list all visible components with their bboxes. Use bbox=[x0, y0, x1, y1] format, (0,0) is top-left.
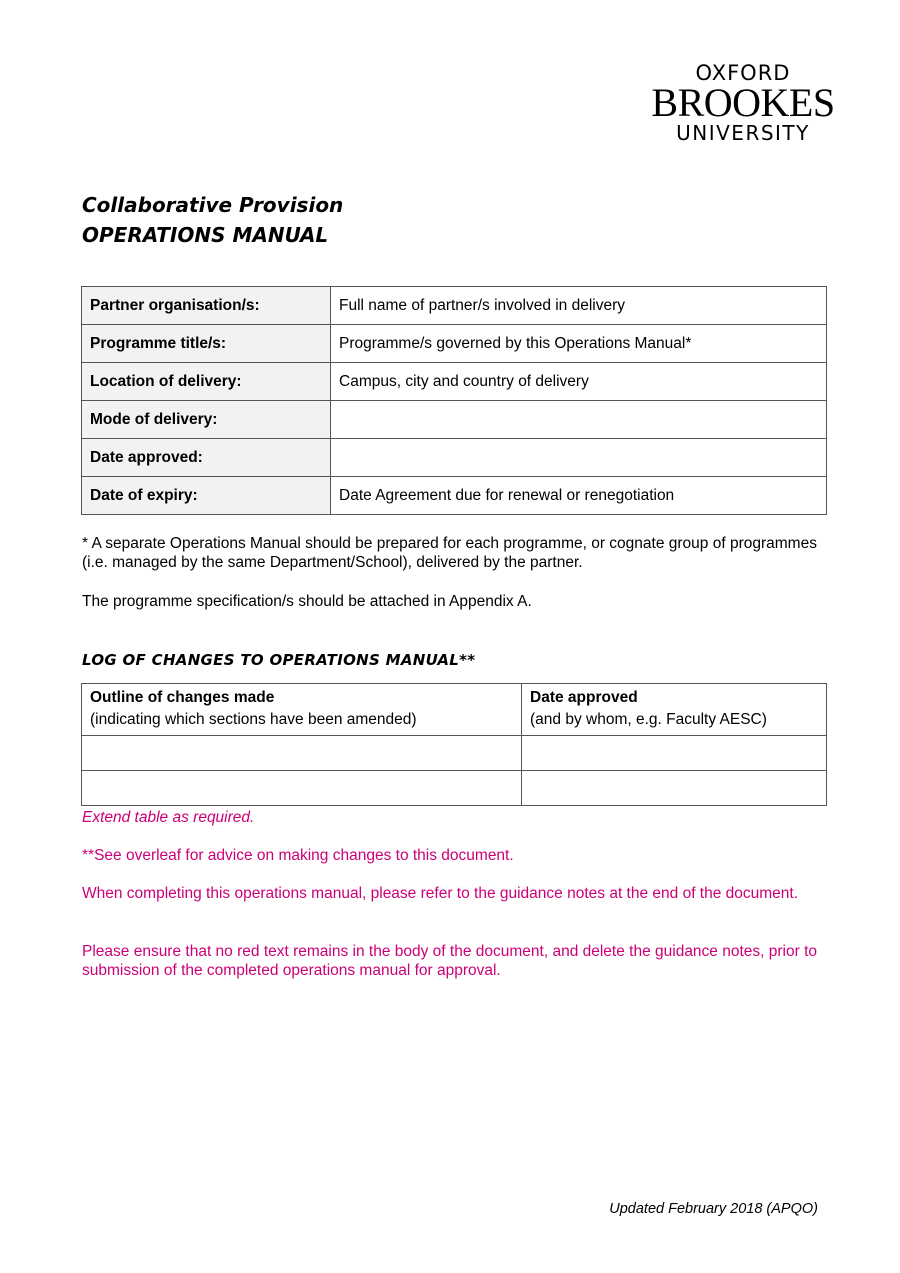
table-row bbox=[82, 736, 827, 771]
row-label: Date of expiry: bbox=[82, 477, 331, 515]
table-row bbox=[82, 325, 827, 363]
empty-cell[interactable] bbox=[522, 771, 827, 806]
row-label: Location of delivery: bbox=[82, 363, 331, 401]
table-row bbox=[82, 287, 827, 325]
programme-spec-note: The programme specification/s should be attached in Appendix A. bbox=[82, 593, 532, 610]
logo-line-brookes: BROOKES bbox=[651, 80, 835, 125]
footer-updated: Updated February 2018 (APQO) bbox=[609, 1201, 818, 1217]
table-row bbox=[82, 439, 827, 477]
programme-info-table bbox=[81, 286, 827, 515]
row-value[interactable]: Campus, city and country of delivery bbox=[331, 363, 827, 401]
empty-cell[interactable] bbox=[82, 736, 522, 771]
university-logo bbox=[648, 62, 838, 144]
col-date-title: Date approved bbox=[530, 689, 638, 706]
log-of-changes-heading: LOG OF CHANGES TO OPERATIONS MANUAL** bbox=[82, 651, 476, 669]
col-outline-header bbox=[82, 684, 522, 736]
table-row bbox=[82, 401, 827, 439]
table-row bbox=[82, 477, 827, 515]
logo-line-university: UNIVERSITY bbox=[676, 121, 810, 145]
row-value[interactable]: Programme/s governed by this Operations Manual* bbox=[331, 325, 827, 363]
document-title bbox=[82, 190, 343, 250]
row-label: Programme title/s: bbox=[82, 325, 331, 363]
col-outline-title: Outline of changes made bbox=[90, 689, 275, 706]
title-line-2: OPERATIONS MANUAL bbox=[82, 223, 329, 247]
empty-cell[interactable] bbox=[82, 771, 522, 806]
table-row bbox=[82, 771, 827, 806]
row-value[interactable]: Full name of partner/s involved in delivery bbox=[331, 287, 827, 325]
log-of-changes-table bbox=[81, 683, 827, 806]
row-label: Date approved: bbox=[82, 439, 331, 477]
logo-line-oxford: OXFORD bbox=[695, 61, 791, 85]
col-date-subtitle: (and by whom, e.g. Faculty AESC) bbox=[530, 711, 767, 728]
col-outline-subtitle: (indicating which sections have been amended) bbox=[90, 711, 417, 728]
overleaf-note: **See overleaf for advice on making changes to this document. bbox=[82, 847, 514, 864]
row-value[interactable] bbox=[331, 439, 827, 477]
row-value[interactable] bbox=[331, 401, 827, 439]
guidance-refer-note: When completing this operations manual, please refer to the guidance notes at the end of the document. bbox=[82, 885, 799, 902]
row-label: Partner organisation/s: bbox=[82, 287, 331, 325]
extend-table-note: Extend table as required. bbox=[82, 809, 255, 826]
row-label: Mode of delivery: bbox=[82, 401, 331, 439]
table-row bbox=[82, 363, 827, 401]
col-date-header bbox=[522, 684, 827, 736]
guidance-ensure-note: Please ensure that no red text remains in the body of the document, and delete the guidance notes, prior to submission of the completed operations manual for approval. bbox=[82, 943, 818, 979]
row-value[interactable]: Date Agreement due for renewal or renegotiation bbox=[331, 477, 827, 515]
separate-manual-note: * A separate Operations Manual should be prepared for each programme, or cognate group of programmes (i.e. managed by the same Department/School), delivered by the partner. bbox=[82, 535, 817, 571]
empty-cell[interactable] bbox=[522, 736, 827, 771]
table-header-row bbox=[82, 684, 827, 736]
title-line-1: Collaborative Provision bbox=[82, 193, 344, 217]
